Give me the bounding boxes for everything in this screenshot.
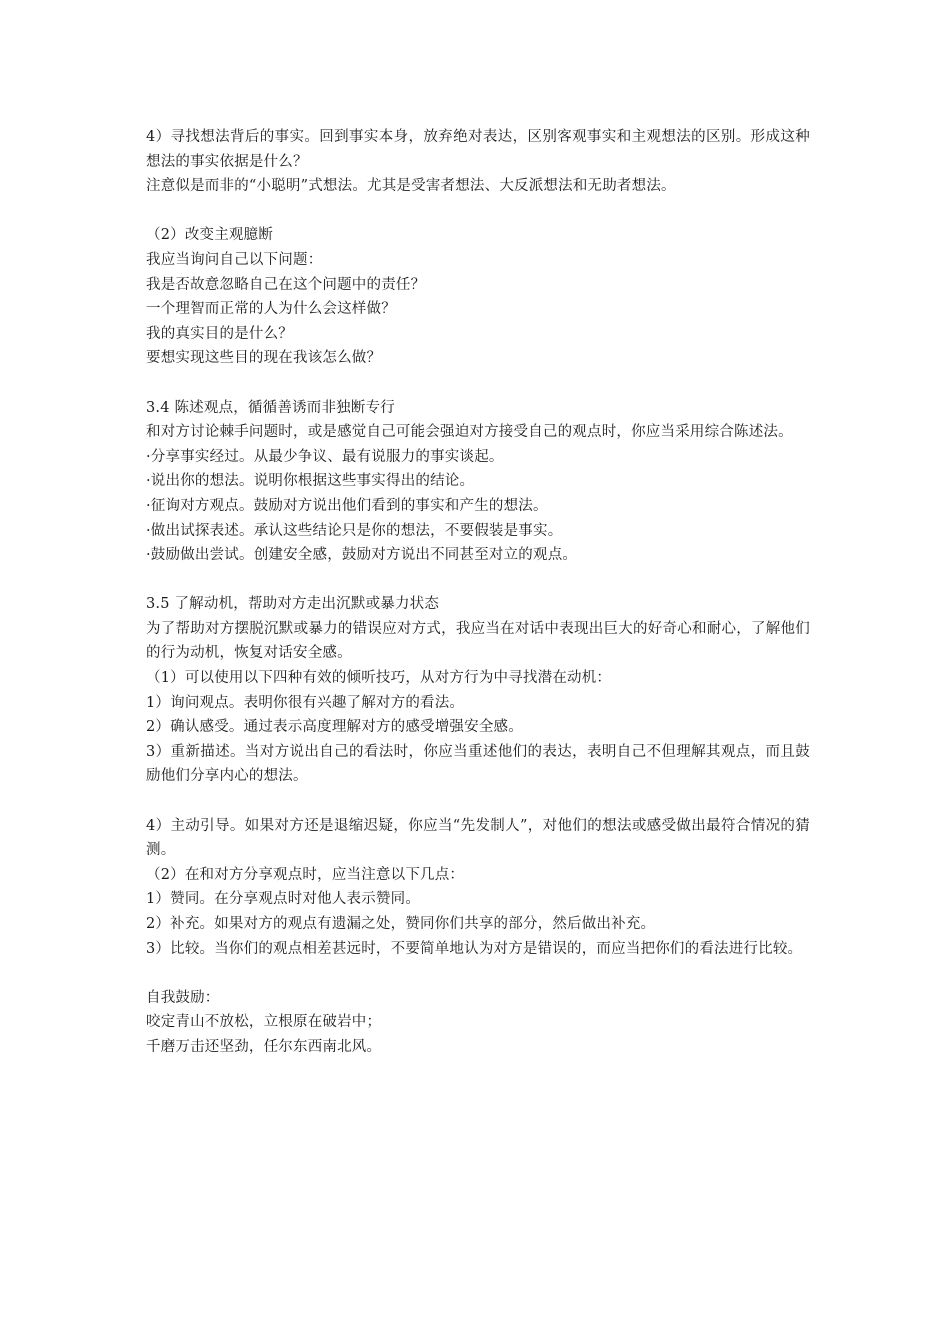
question-real-goal: 我的真实目的是什么？ [146, 325, 293, 342]
paragraph-curiosity-patience: 为了帮助对方摆脱沉默或暴力的错误应对方式，我应当在对话中表现出巨大的好奇心和耐心，了解他们的行为动机，恢复对话安全感。 [146, 620, 810, 662]
item-build: 2）补充。如果对方的观点有遗漏之处，赞同你们共享的部分，然后做出补充。 [146, 916, 656, 932]
document-body [146, 125, 810, 1060]
item-prime: 4）主动引导。如果对方还是退缩迟疑，你应当“先发制人”，对他们的想法或感受做出最符合情况的猜测。 [146, 817, 810, 859]
heading-self-encouragement: 自我鼓励： [146, 989, 220, 1006]
item-ask-views: 1）询问观点。表明你很有兴趣了解对方的看法。 [146, 694, 465, 711]
bullet-tentative: ·做出试探表述。承认这些结论只是你的想法，不要假装是事实。 [146, 522, 563, 539]
bullet-encourage-testing: ·鼓励做出尝试。创建安全感，鼓励对方说出不同甚至对立的观点。 [146, 547, 578, 564]
question-ignore-responsibility: 我是否故意忽略自己在这个问题中的责任？ [146, 276, 426, 293]
poem-line-1: 咬定青山不放松，立根原在破岩中； [146, 1014, 382, 1031]
subheading-sharing-views: （2）在和对方分享观点时，应当注意以下几点： [146, 866, 465, 883]
item-paraphrase: 3）重新描述。当对方说出自己的看法时，你应当重述他们的表达，表明自己不但理解其观点，而且鼓励他们分享内心的想法。 [146, 743, 810, 785]
blank-line [146, 568, 810, 593]
blank-line [146, 199, 810, 224]
question-what-to-do: 要想实现这些目的现在我该怎么做？ [146, 350, 382, 367]
bullet-tell-story: ·说出你的想法。说明你根据这些事实得出的结论。 [146, 473, 475, 490]
poem-line-2: 千磨万击还坚劲，任尔东西南北风。 [146, 1038, 382, 1055]
paragraph-note-clever-stories: 注意似是而非的“小聪明”式想法。尤其是受害者想法、大反派想法和无助者想法。 [146, 178, 676, 195]
blank-line [146, 371, 810, 396]
item-acknowledge-feelings: 2）确认感受。通过表示高度理解对方的感受增强安全感。 [146, 719, 523, 736]
subheading-listening-skills: （1）可以使用以下四种有效的倾听技巧，从对方行为中寻找潜在动机： [146, 670, 612, 687]
heading-change-assumptions: （2）改变主观臆断 [146, 227, 274, 244]
question-reasonable-person: 一个理智而正常的人为什么会这样做？ [146, 301, 396, 318]
blank-line [146, 961, 810, 986]
item-agree: 1）赞同。在分享观点时对他人表示赞同。 [146, 891, 421, 908]
blank-line [146, 789, 810, 814]
section-heading-3-5: 3.5 了解动机，帮助对方走出沉默或暴力状态 [146, 596, 440, 613]
paragraph-ask-questions: 我应当询问自己以下问题： [146, 251, 323, 268]
bullet-share-facts: ·分享事实经过。从最少争议、最有说服力的事实谈起。 [146, 448, 504, 465]
paragraph-find-facts: 4）寻找想法背后的事实。回到事实本身，放弃绝对表达，区别客观事实和主观想法的区别。形成这种想法的事实依据是什么？ [146, 129, 810, 170]
bullet-ask-others: ·征询对方观点。鼓励对方说出他们看到的事实和产生的想法。 [146, 497, 548, 514]
section-heading-3-4: 3.4 陈述观点，循循善诱而非独断专行 [146, 399, 395, 416]
paragraph-comprehensive-statement: 和对方讨论棘手问题时，或是感觉自己可能会强迫对方接受自己的观点时，你应当采用综合陈述法。 [146, 424, 793, 441]
item-compare: 3）比较。当你们的观点相差甚远时，不要简单地认为对方是错误的，而应当把你们的看法进行比较。 [146, 940, 803, 957]
